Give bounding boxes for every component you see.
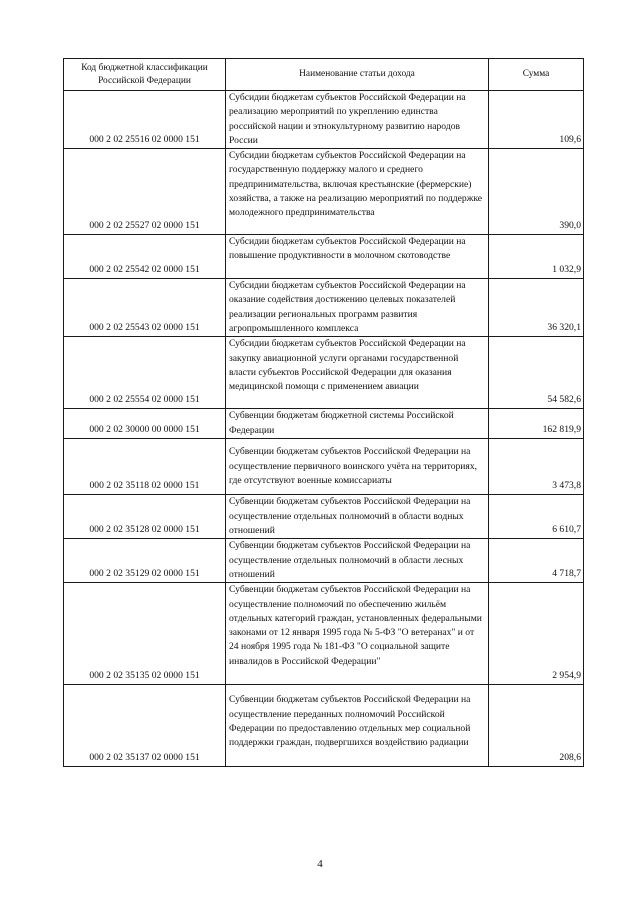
row-sum: 6 610,7 bbox=[489, 495, 584, 539]
table-row bbox=[64, 91, 584, 149]
header-name: Наименование статьи дохода bbox=[226, 59, 489, 91]
row-sum: 1 032,9 bbox=[489, 235, 584, 279]
row-code: 000 2 02 35135 02 0000 151 bbox=[64, 583, 226, 685]
row-name: Субвенции бюджетам бюджетной системы Российской Федерации bbox=[226, 409, 489, 439]
row-name: Субсидии бюджетам субъектов Российской Федерации на повышение продуктивности в молочном скотоводстве bbox=[226, 235, 489, 279]
row-sum: 208,6 bbox=[489, 685, 584, 767]
row-code: 000 2 02 25554 02 0000 151 bbox=[64, 337, 226, 409]
row-name: Субвенции бюджетам субъектов Российской Федерации на осуществление первичного воинского учёта на территориях, где отсутствуют военные комиссариаты bbox=[226, 439, 489, 495]
row-sum: 54 582,6 bbox=[489, 337, 584, 409]
row-name: Субсидии бюджетам субъектов Российской Федерации на государственную поддержку малого и среднего предпринимательства, включая крестьянские (фермерские) хозяйства, а также на реализацию мероприятий по поддержке молодежного предпринимательства bbox=[226, 149, 489, 235]
row-name: Субвенции бюджетам субъектов Российской Федерации на осуществление полномочий по обеспечению жильём отдельных категорий граждан, установленных федеральными законами от 12 января 1995 года № 5-ФЗ "О ветеранах" и от 24 ноября 1995 года № 181-ФЗ "О социальной защите инвалидов в Российской Федерации" bbox=[226, 583, 489, 685]
row-sum: 36 320,1 bbox=[489, 279, 584, 337]
table-row bbox=[64, 409, 584, 439]
row-code: 000 2 02 25527 02 0000 151 bbox=[64, 149, 226, 235]
row-name: Субсидии бюджетам субъектов Российской Федерации на реализацию мероприятий по укреплению единства российской нации и этнокультурному развитию народов России bbox=[226, 91, 489, 149]
row-code: 000 2 02 30000 00 0000 151 bbox=[64, 409, 226, 439]
header-sum: Сумма bbox=[489, 59, 584, 91]
row-code: 000 2 02 25543 02 0000 151 bbox=[64, 279, 226, 337]
row-code: 000 2 02 35128 02 0000 151 bbox=[64, 495, 226, 539]
header-code: Код бюджетной классификации Российской Федерации bbox=[64, 59, 226, 91]
row-sum: 109,6 bbox=[489, 91, 584, 149]
table-row bbox=[64, 685, 584, 767]
table-row bbox=[64, 235, 584, 279]
table-row bbox=[64, 495, 584, 539]
row-name: Субвенции бюджетам субъектов Российской Федерации на осуществление отдельных полномочий в области лесных отношений bbox=[226, 539, 489, 583]
table-header-row bbox=[64, 59, 584, 91]
row-name: Субвенции бюджетам субъектов Российской Федерации на осуществление переданных полномочий Российской Федерации по предоставлению отдельных мер социальной поддержки граждан, подвергшихся воздействию радиации bbox=[226, 685, 489, 767]
row-code: 000 2 02 25542 02 0000 151 bbox=[64, 235, 226, 279]
row-name: Субсидии бюджетам субъектов Российской Федерации на закупку авиационной услуги органами государственной власти субъектов Российской Федерации для оказания медицинской помощи с применением авиации bbox=[226, 337, 489, 409]
row-code: 000 2 02 35118 02 0000 151 bbox=[64, 439, 226, 495]
row-code: 000 2 02 35137 02 0000 151 bbox=[64, 685, 226, 767]
table-row bbox=[64, 539, 584, 583]
row-sum: 2 954,9 bbox=[489, 583, 584, 685]
table-row bbox=[64, 337, 584, 409]
table-row bbox=[64, 149, 584, 235]
row-name: Субвенции бюджетам субъектов Российской Федерации на осуществление отдельных полномочий в области водных отношений bbox=[226, 495, 489, 539]
row-sum: 3 473,8 bbox=[489, 439, 584, 495]
row-sum: 162 819,9 bbox=[489, 409, 584, 439]
row-sum: 4 718,7 bbox=[489, 539, 584, 583]
revenue-table bbox=[63, 58, 584, 767]
page-number: 4 bbox=[317, 858, 323, 870]
row-code: 000 2 02 25516 02 0000 151 bbox=[64, 91, 226, 149]
table-row bbox=[64, 279, 584, 337]
row-code: 000 2 02 35129 02 0000 151 bbox=[64, 539, 226, 583]
table-row bbox=[64, 583, 584, 685]
row-name: Субсидии бюджетам субъектов Российской Федерации на оказание содействия достижению целевых показателей реализации региональных программ развития агропромышленного комплекса bbox=[226, 279, 489, 337]
table-row bbox=[64, 439, 584, 495]
row-sum: 390,0 bbox=[489, 149, 584, 235]
